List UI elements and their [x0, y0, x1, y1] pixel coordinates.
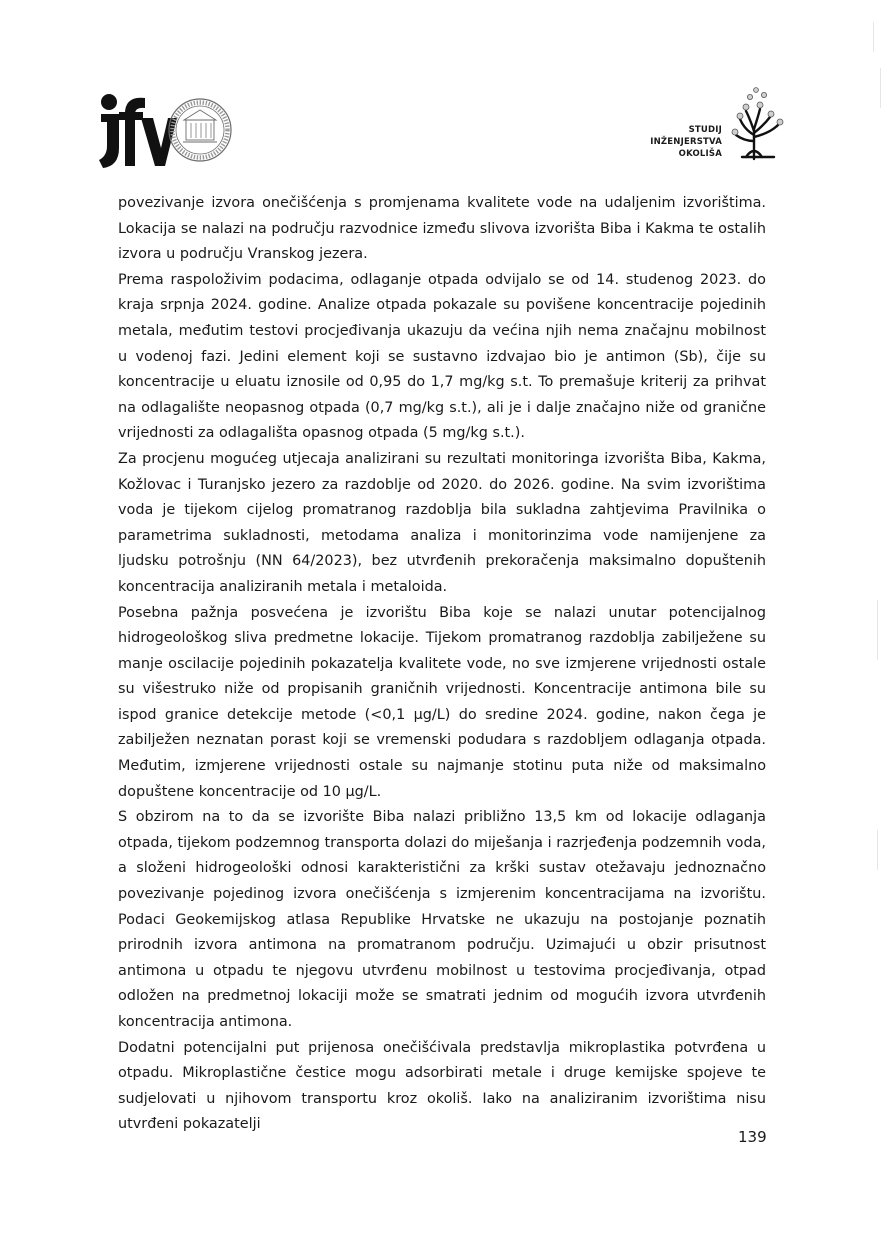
jfv-logo-icon [95, 90, 235, 172]
faculty-logo [95, 90, 235, 172]
paragraph: Dodatni potencijalni put prijenosa onečišćivala predstavlja mikroplastika potvrđena u otpadu. Mikroplastične čestice mogu adsorbirati metale i druge kemijske spojeve te sudjelovati u njihovom transportu kroz okoliš. Iako na analiziranim izvorištima nisu utvrđeni pokazatelji [118, 1039, 766, 1133]
logo-line-2: INŽENJERSTVA [650, 137, 722, 147]
scan-edge-mark [877, 600, 878, 660]
study-programme-logo [650, 85, 800, 165]
university-seal-icon [169, 99, 231, 161]
logo-line-3: OKOLIŠA [678, 149, 722, 159]
paragraph: povezivanje izvora onečišćenja s promjenama kvalitete vode na udaljenim izvorištima. Lokacija se nalazi na području razvodnice između slivova izvorišta Biba i Kakma te ostalih izvora u području Vranskog jezera. [118, 195, 766, 263]
scan-edge-mark [877, 830, 878, 870]
scan-edge-mark [880, 68, 881, 108]
paragraph: Za procjenu mogućeg utjecaja analizirani su rezultati monitoringa izvorišta Biba, Kakma, Kožlovac i Turanjsko jezero za razdoblje od 2020. do 2026. godine. Na svim izvorištima voda je tijekom cijelog promatranog razdoblja bila sukladna zahtjevima Pravilnika o parametrima sukladnosti, metodama analiza i monitorinzima vode namijenjene za ljudsku potrošnju (NN 64/2023), bez utvrđenih prekoračenja maksimalno dopuštenih koncentracija analiziranih metala i metaloida. [118, 450, 766, 595]
page-number: 139 [738, 1128, 767, 1146]
body-text [118, 191, 766, 1138]
logo-line-1: STUDIJ [688, 125, 722, 135]
paragraph: S obzirom na to da se izvorište Biba nalazi približno 13,5 km od lokacije odlaganja otpada, tijekom podzemnog transporta dolazi do miješanja i razrjeđenja podzemnih voda, a složeni hidrogeološki odnosi karakteristični za krški sustav otežavaju jednoznačno povezivanje pojedinog izvora onečišćenja s izmjerenim koncentracijama na izvorištu. Podaci Geokemijskog atlasa Republike Hrvatske ne ukazuju na postojanje poznatih prirodnih izvora antimona na promatranom području. Uzimajući u obzir prisutnost antimona u otpadu te njegovu utvrđenu mobilnost u testovima procjeđivanja, otpad odložen na predmetnoj lokaciji može se smatrati jednim od mogućih izvora utvrđenih koncentracija antimona. [118, 809, 766, 1030]
paragraph: Posebna pažnja posvećena je izvorištu Biba koje se nalazi unutar potencijalnog hidrogeološkog sliva predmetne lokacije. Tijekom promatranog razdoblja zabilježene su manje oscilacije pojedinih pokazatelja kvalitete vode, no sve izmjerene vrijednosti ostale su višestruko niže od propisanih graničnih vrijednosti. Koncentracije antimona bile su ispod granice detekcije metode (<0,1 µg/L) do sredine 2024. godine, nakon čega je zabilježen neznatan porast koji se vremenski podudara s razdobljem odlaganja otpada. Međutim, izmjerene vrijednosti ostale su najmanje stotinu puta niže od maksimalno dopuštene koncentracije od 10 µg/L. [118, 604, 766, 800]
paragraph: Prema raspoloživim podacima, odlaganje otpada odvijalo se od 14. studenog 2023. do kraja srpnja 2024. godine. Analize otpada pokazale su povišene koncentracije pojedinih metala, međutim testovi procjeđivanja ukazuju da većina njih nema značajnu mobilnost u vodenoj fazi. Jedini element koji se sustavno izdvajao bio je antimon (Sb), čije su koncentracije u eluatu iznosile od 0,95 do 1,7 mg/kg s.t. To premašuje kriterij za prihvat na odlagalište neopasnog otpada (0,7 mg/kg s.t.), ali je i dalje značajno niže od granične vrijednosti za odlagališta opasnog otpada (5 mg/kg s.t.). [118, 271, 766, 442]
scan-edge-mark [873, 22, 874, 52]
